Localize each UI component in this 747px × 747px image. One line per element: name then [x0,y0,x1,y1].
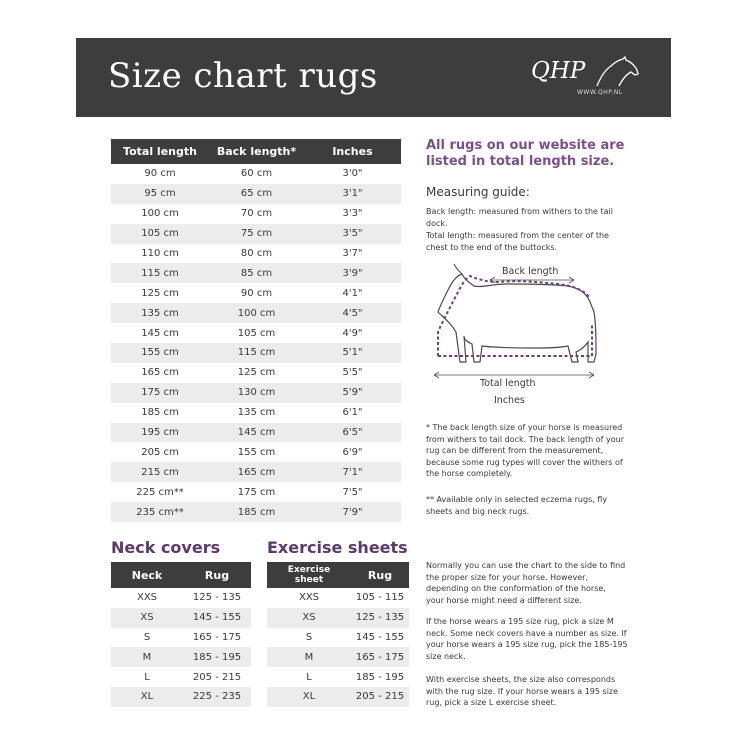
table-cell: 195 cm [111,423,209,443]
table-cell: 165 - 175 [351,647,409,667]
table-cell: M [111,647,183,667]
rug-table-header-row [111,139,401,164]
table-cell: XS [267,608,351,628]
header-inches: Inches [304,139,401,164]
table-row [111,687,251,707]
table-cell: 205 - 215 [351,687,409,707]
page-title: Size chart rugs [108,56,378,96]
measuring-guide-title: Measuring guide: [426,185,530,199]
table-row [111,164,401,184]
table-cell: XXS [111,588,183,608]
table-cell: S [267,628,351,648]
table-cell: 185 cm [209,502,304,522]
logo-text: QHP [531,58,586,84]
table-cell: 175 cm [209,482,304,502]
table-row [111,263,401,283]
table-cell: 205 - 215 [183,667,251,687]
neck-covers-title: Neck covers [111,538,221,557]
availability-footnote: ** Available only in selected eczema rugs, fly sheets and big neck rugs. [426,495,608,516]
table-cell: 7'5" [304,482,401,502]
table-cell: 115 cm [111,263,209,283]
header-neck-rug: Rug [183,562,251,588]
table-cell: 7'9" [304,502,401,522]
table-row [111,283,401,303]
table-cell: 3'5" [304,224,401,244]
horse-head-logo-icon [593,56,641,88]
table-cell: 165 - 175 [183,628,251,648]
rug-size-table [111,139,401,522]
table-cell: 90 cm [111,164,209,184]
table-cell: 95 cm [111,184,209,204]
table-row [111,323,401,343]
table-cell: L [267,667,351,687]
table-row [267,588,409,608]
table-row [111,647,251,667]
table-row [111,343,401,363]
table-cell: XL [267,687,351,707]
table-cell: 185 cm [111,403,209,423]
table-cell: 3'9" [304,263,401,283]
table-cell: 205 cm [111,442,209,462]
table-cell: 235 cm** [111,502,209,522]
back-length-text: Back length: measured from withers to the tail dock. [426,207,613,228]
diagram-back-length-label: Back length [502,266,559,277]
table-cell: 145 cm [209,423,304,443]
table-cell: 80 cm [209,244,304,264]
table-row [111,363,401,383]
table-cell: 6'1" [304,403,401,423]
table-cell: 3'3" [304,204,401,224]
table-cell: 3'7" [304,244,401,264]
table-cell: XS [111,608,183,628]
table-row [267,628,409,648]
table-row [267,667,409,687]
table-cell: 130 cm [209,383,304,403]
table-cell: 5'5" [304,363,401,383]
table-cell: 155 cm [111,343,209,363]
table-cell: S [111,628,183,648]
logo-url: WWW.QHP.NL [577,89,623,96]
table-cell: 165 cm [209,462,304,482]
table-cell: 85 cm [209,263,304,283]
table-cell: 185 - 195 [183,647,251,667]
total-length-text: Total length: measured from the center of the chest to the end of the buttocks. [426,231,609,252]
table-cell: XXS [267,588,351,608]
exercise-sheet-paragraph: With exercise sheets, the size also corresponds with the rug size. If your horse wears a 195 size rug, pick a size L exercise sheet. [426,675,619,707]
table-row [111,383,401,403]
header-back-length: Back length* [209,139,304,164]
table-row [111,667,251,687]
table-cell: 100 cm [111,204,209,224]
back-length-footnote: * The back length size of your horse is measured from withers to tail dock. The back length of your rug can be different from the measurement, because some rug types will cover the withers of the horse completely. [426,423,625,478]
exercise-sheets-title: Exercise sheets [267,538,408,557]
table-row [267,687,409,707]
table-cell: 135 cm [209,403,304,423]
table-cell: 125 cm [209,363,304,383]
qhp-logo [531,56,641,102]
table-cell: 175 cm [111,383,209,403]
header-total-length: Total length [111,139,209,164]
table-cell: 105 cm [111,224,209,244]
table-cell: 225 - 235 [183,687,251,707]
table-row [111,403,401,423]
table-cell: 6'5" [304,423,401,443]
table-cell: 135 cm [111,303,209,323]
table-cell: 110 cm [111,244,209,264]
table-row [111,502,401,522]
table-row [111,608,251,628]
table-cell: 125 - 135 [351,608,409,628]
table-cell: 65 cm [209,184,304,204]
table-cell: 5'1" [304,343,401,363]
exercise-sheets-table [267,562,409,707]
table-cell: 115 cm [209,343,304,363]
table-cell: 155 cm [209,442,304,462]
neck-cover-paragraph: If the horse wears a 195 size rug, pick a size M neck. Some neck covers have a number as size. If your horse wears a 195 size rug, pick the 185-195 size neck. [426,617,628,661]
diagram-total-length-label: Total length [480,378,536,389]
table-cell: 5'9" [304,383,401,403]
table-cell: 60 cm [209,164,304,184]
table-cell: 215 cm [111,462,209,482]
table-cell: 165 cm [111,363,209,383]
table-cell: XL [111,687,183,707]
table-cell: 105 cm [209,323,304,343]
table-cell: M [267,647,351,667]
table-row [111,628,251,648]
rugs-info-heading: All rugs on our website are listed in total length size. [426,138,625,169]
header-exercise-sheet: Exercise sheet [267,562,351,588]
table-cell: 7'1" [304,462,401,482]
diagram-inches-label: Inches [494,395,525,406]
table-cell: 3'1" [304,184,401,204]
table-cell: 225 cm** [111,482,209,502]
table-row [111,423,401,443]
table-row [111,204,401,224]
table-cell: 145 - 155 [183,608,251,628]
table-cell: 125 - 135 [183,588,251,608]
table-cell: 4'1" [304,283,401,303]
table-row [111,303,401,323]
table-row [267,647,409,667]
table-cell: 145 cm [111,323,209,343]
table-cell: 75 cm [209,224,304,244]
header-neck: Neck [111,562,183,588]
table-row [111,482,401,502]
table-cell: 185 - 195 [351,667,409,687]
horse-outline-icon [428,262,608,412]
table-cell: 105 - 115 [351,588,409,608]
table-cell: L [111,667,183,687]
table-row [111,462,401,482]
table-cell: 90 cm [209,283,304,303]
horse-measuring-diagram [428,262,608,416]
table-row [267,608,409,628]
neck-covers-table [111,562,251,707]
table-cell: 145 - 155 [351,628,409,648]
header-banner [76,38,671,117]
header-exercise-rug: Rug [351,562,409,588]
table-cell: 3'0" [304,164,401,184]
table-row [111,224,401,244]
table-row [111,442,401,462]
table-cell: 125 cm [111,283,209,303]
table-row [111,184,401,204]
usage-paragraph: Normally you can use the chart to the side to find the proper size for your horse. However, depending on the conformation of the horse, your horse might need a different size. [426,561,626,605]
table-row [111,244,401,264]
table-cell: 4'5" [304,303,401,323]
table-cell: 4'9" [304,323,401,343]
neck-table-header-row [111,562,251,588]
table-cell: 6'9" [304,442,401,462]
exercise-table-header-row [267,562,409,588]
table-cell: 100 cm [209,303,304,323]
table-cell: 70 cm [209,204,304,224]
table-row [111,588,251,608]
